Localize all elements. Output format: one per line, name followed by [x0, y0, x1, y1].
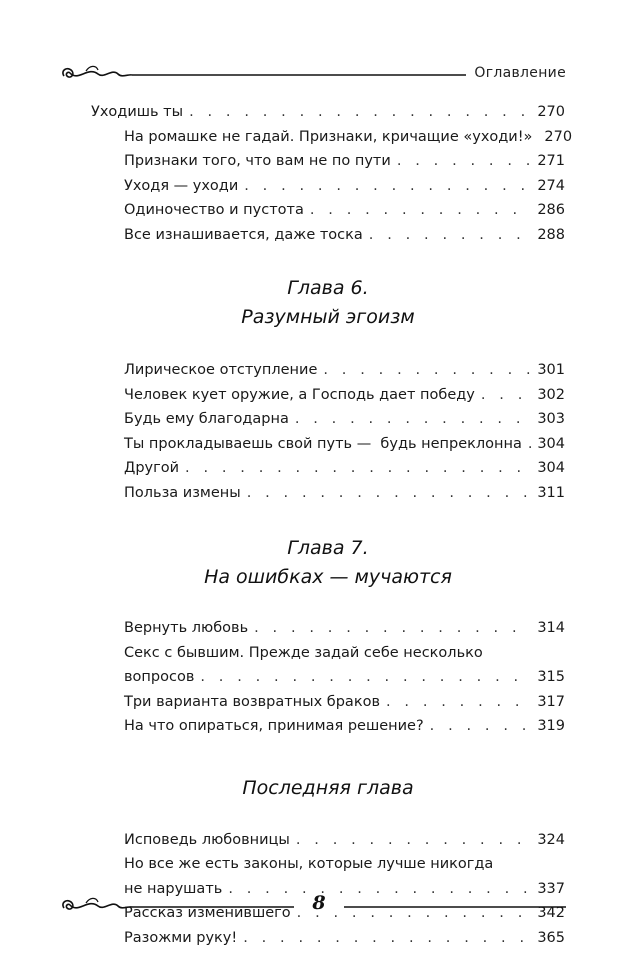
table-of-contents [91, 100, 573, 950]
toc-entry[interactable] [91, 149, 565, 174]
toc-page-number: 315 [537, 669, 565, 685]
toc-entry-title: На ромашке не гадай. Признаки, кричащие «уходи!» [124, 128, 533, 145]
toc-entry-title: вопросов [124, 669, 195, 685]
toc-entry[interactable] [91, 407, 565, 432]
toc-page-number: 271 [537, 153, 565, 169]
dot-leader [185, 456, 531, 481]
toc-page-number: 311 [537, 484, 565, 501]
toc-page-number: 302 [537, 386, 565, 403]
toc-page-number: 304 [537, 435, 565, 452]
toc-entry[interactable] [91, 690, 565, 715]
toc-entry-title: Другой [124, 460, 180, 476]
toc-page-number: 337 [537, 880, 565, 897]
toc-entry[interactable] [91, 926, 565, 951]
toc-entry-title: Одиночество и пустота [124, 202, 304, 218]
dot-leader [247, 481, 532, 506]
page-header [58, 62, 566, 88]
chapter-label: Глава 7. [287, 537, 369, 559]
chapter-title: Разумный эгоизм [241, 306, 415, 328]
toc-entry[interactable] [91, 828, 565, 853]
last-chapter-heading [91, 774, 565, 803]
toc-entry-title: не нарушать [124, 880, 223, 897]
dot-leader [310, 198, 531, 223]
toc-page-number: 304 [537, 460, 565, 476]
toc-entry-title: Уходя — уходи [124, 177, 239, 194]
toc-entry[interactable] [91, 432, 565, 457]
dot-leader [296, 828, 531, 853]
dot-leader [386, 690, 531, 715]
dot-leader [397, 149, 532, 174]
toc-page-number: 365 [537, 929, 565, 946]
page-footer [58, 892, 566, 922]
toc-entry-title: Польза измены [124, 484, 241, 501]
running-title: Оглавление [474, 65, 566, 81]
dot-leader [481, 383, 531, 408]
toc-entry-title-line1: Но все же есть законы, которые лучше никогда [124, 856, 494, 872]
chapter-7-heading [91, 534, 565, 592]
toc-entry-title: Разожми руку! [124, 929, 238, 946]
toc-entry[interactable] [91, 481, 565, 506]
toc-page-number: 319 [537, 718, 565, 734]
toc-entry[interactable] [91, 616, 565, 641]
toc-entry-title: Все изнашивается, даже тоска [124, 226, 363, 243]
dot-leader [369, 223, 532, 248]
chapter-title: Последняя глава [242, 776, 414, 799]
toc-page-number: 286 [537, 202, 565, 218]
dot-leader [430, 714, 532, 739]
toc-entry-title: Человек кует оружие, а Господь дает победу [124, 386, 475, 403]
page-number: 8 [312, 892, 326, 914]
toc-page-number: 324 [537, 831, 565, 848]
dot-leader [244, 174, 531, 199]
dot-leader [200, 665, 531, 690]
toc-entry-title: Три варианта возвратных браков [124, 693, 380, 710]
dot-leader [254, 616, 531, 641]
toc-entry[interactable] [91, 383, 565, 408]
dot-leader [243, 926, 531, 951]
chapter-title: На ошибках — мучаются [204, 566, 452, 588]
toc-section-heading[interactable] [91, 100, 565, 125]
dot-leader [295, 407, 531, 432]
toc-page-number: 303 [537, 411, 565, 427]
toc-entry-title: На что опираться, принимая решение? [124, 718, 424, 734]
toc-entry[interactable] [91, 198, 565, 223]
toc-page-number: 317 [537, 693, 565, 710]
toc-entry[interactable] [91, 125, 573, 150]
toc-page-number: 270 [537, 104, 565, 120]
dot-leader [189, 100, 531, 125]
toc-entry-title: Уходишь ты [91, 104, 184, 120]
toc-entry[interactable] [91, 223, 565, 248]
toc-entry-title-line1: Секс с бывшим. Прежде задай себе несколько [124, 644, 483, 661]
toc-entry-title: Будь ему благодарна [124, 411, 289, 427]
toc-entry[interactable] [91, 456, 565, 481]
toc-page-number: 270 [544, 128, 573, 145]
dot-leader [528, 432, 531, 457]
toc-page-number: 301 [537, 362, 565, 378]
toc-entry-title: Рассказ изменившего [124, 905, 291, 921]
toc-entry-title: Вернуть любовь [124, 620, 249, 636]
toc-entry-title: Ты прокладываешь свой путь — будь непреклонна [124, 435, 522, 452]
toc-page-number: 314 [537, 620, 565, 636]
toc-page-number: 288 [537, 226, 565, 243]
toc-entry-title: Исповедь любовницы [124, 831, 290, 848]
toc-entry-title: Лирическое отступление [124, 362, 318, 378]
chapter-label: Глава 6. [287, 277, 369, 299]
toc-entry[interactable] [91, 174, 565, 199]
toc-entry-multiline[interactable] [91, 641, 565, 690]
toc-page-number: 274 [537, 177, 565, 194]
chapter-6-heading [91, 274, 565, 332]
toc-entry[interactable] [91, 714, 565, 739]
toc-entry-title: Признаки того, что вам не по пути [124, 153, 391, 169]
toc-entry[interactable] [91, 358, 565, 383]
toc-page-number: 342 [537, 905, 565, 921]
dot-leader [323, 358, 531, 383]
